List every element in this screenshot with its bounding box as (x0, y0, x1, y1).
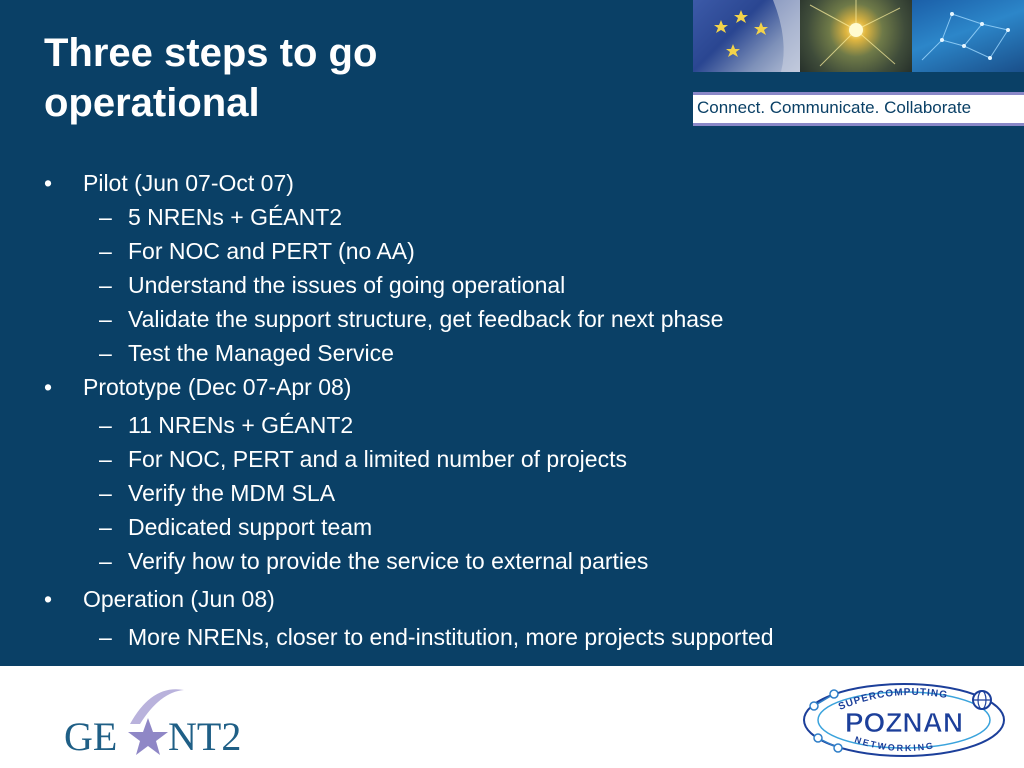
network-map-photo (912, 0, 1024, 72)
bullet-text: Pilot (Jun 07-Oct 07) (83, 170, 294, 196)
dash-icon: – (99, 340, 112, 366)
footer-bar (0, 666, 1024, 768)
dash-icon: – (99, 306, 112, 332)
dash-icon: – (99, 412, 112, 438)
sub-bullet (44, 620, 994, 654)
sub-bullet-text: 11 NRENs + GÉANT2 (128, 412, 354, 438)
sub-bullet (44, 336, 994, 370)
sub-bullet (44, 302, 994, 336)
sub-bullet-text: Understand the issues of going operational (128, 272, 566, 298)
sub-bullet-text: Test the Managed Service (128, 340, 394, 366)
bullet-icon: • (44, 374, 53, 400)
sub-bullet-text: Validate the support structure, get feedback for next phase (128, 306, 724, 332)
sub-bullet-text: Dedicated support team (128, 514, 373, 540)
bullet-list (44, 166, 994, 654)
sub-bullet-text: For NOC and PERT (no AA) (128, 238, 415, 264)
poznan-logo (800, 676, 1012, 760)
bullet-icon: • (44, 170, 53, 196)
sub-bullet (44, 476, 994, 510)
sub-bullet (44, 544, 994, 578)
sub-bullet-text: 5 NRENs + GÉANT2 (128, 204, 343, 230)
light-burst-photo (800, 0, 912, 72)
sub-bullet-text: Verify how to provide the service to external parties (128, 548, 649, 574)
bullet-text: Operation (Jun 08) (83, 586, 275, 612)
logo-letters-right: NT2 (168, 714, 242, 758)
geant2-logo (60, 678, 250, 758)
bullet-pilot (44, 166, 994, 200)
globe-icon (973, 691, 991, 709)
sub-bullet (44, 510, 994, 544)
bullet-icon: • (44, 586, 53, 612)
sub-bullet (44, 408, 994, 442)
dash-icon: – (99, 204, 112, 230)
sub-bullet (44, 200, 994, 234)
logo-bottom-arc: NETWORKING (853, 734, 936, 754)
dash-icon: – (99, 548, 112, 574)
bullet-prototype (44, 370, 994, 404)
dash-icon: – (99, 514, 112, 540)
dash-icon: – (99, 272, 112, 298)
dash-icon: – (99, 480, 112, 506)
sub-bullet-text: For NOC, PERT and a limited number of projects (128, 446, 627, 472)
slogan-text: Connect. Communicate. Collaborate (697, 98, 972, 117)
bullet-operation (44, 582, 994, 616)
logo-letters-left: GE (64, 714, 118, 758)
logo-center-text: POZNAN (844, 707, 964, 738)
slide-title: Three steps to go operational (44, 31, 378, 125)
sub-bullet-text: More NRENs, closer to end-institution, more projects supported (128, 624, 774, 650)
slogan-bottom-rule (693, 123, 1024, 126)
dash-icon: – (99, 446, 112, 472)
dash-icon: – (99, 238, 112, 264)
sub-bullet (44, 234, 994, 268)
dash-icon: – (99, 624, 112, 650)
logo-top-arc: SUPERCOMPUTING (837, 686, 949, 713)
sub-bullet (44, 268, 994, 302)
bullet-text: Prototype (Dec 07-Apr 08) (83, 374, 352, 400)
eu-flag-photo (693, 0, 800, 72)
sub-bullet (44, 442, 994, 476)
sub-bullet-text: Verify the MDM SLA (128, 480, 336, 506)
header-photo-strip (693, 0, 1024, 72)
